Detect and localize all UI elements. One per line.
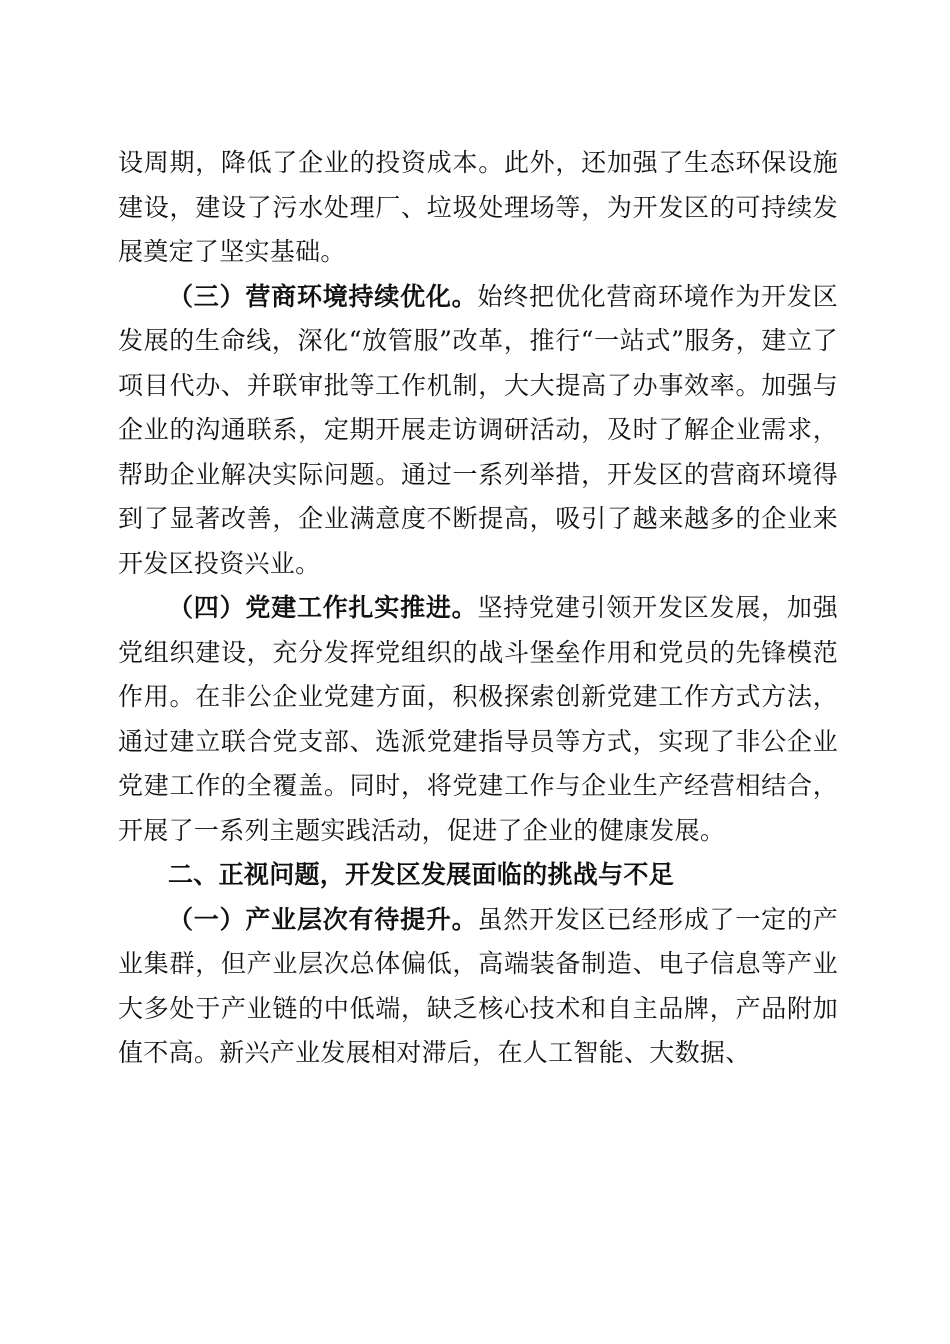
- paragraph-lead: （三）营商环境持续优化。: [168, 281, 478, 311]
- paragraph-industry-level: [118, 898, 838, 1076]
- paragraph-text: 设周期，降低了企业的投资成本。此外，还加强了生态环保设施建设，建设了污水处理厂、垃圾处理场等，为开发区的可持续发展奠定了坚实基础。: [118, 148, 838, 266]
- paragraph-text: 坚持党建引领开发区发展，加强党组织建设，充分发挥党组织的战斗堡垒作用和党员的先锋模范作用。在非公企业党建方面，积极探索创新党建工作方式方法，通过建立联合党支部、选派党建指导员等方式，实现了非公企业党建工作的全覆盖。同时，将党建工作与企业生产经营相结合，开展了一系列主题实践活动，促进了企业的健康发展。: [118, 593, 838, 845]
- paragraph-lead: （四）党建工作扎实推进。: [168, 593, 478, 622]
- section-heading: 二、正视问题，开发区发展面临的挑战与不足: [168, 860, 675, 889]
- document-body: [118, 141, 838, 1076]
- paragraph-lead: （一）产业层次有待提升。: [168, 904, 478, 934]
- paragraph-continuation: [118, 141, 838, 275]
- paragraph-party-building: [118, 586, 838, 853]
- paragraph-text: 虽然开发区已经形成了一定的产业集群，但产业层次总体偏低，高端装备制造、电子信息等产业大多处于产业链的中低端，缺乏核心技术和自主品牌，产品附加值不高。新兴产业发展相对滞后，在人工智能、大数据、: [118, 904, 838, 1067]
- paragraph-business-environment: [118, 275, 838, 587]
- paragraph-text: 始终把优化营商环境作为开发区发展的生命线，深化“放管服”改革，推行“一站式”服务，建立了项目代办、并联审批等工作机制，大大提高了办事效率。加强与企业的沟通联系，定期开展走访调研活动，及时了解企业需求，帮助企业解决实际问题。通过一系列举措，开发区的营商环境得到了显著改善，企业满意度不断提高，吸引了越来越多的企业来开发区投资兴业。: [118, 281, 838, 578]
